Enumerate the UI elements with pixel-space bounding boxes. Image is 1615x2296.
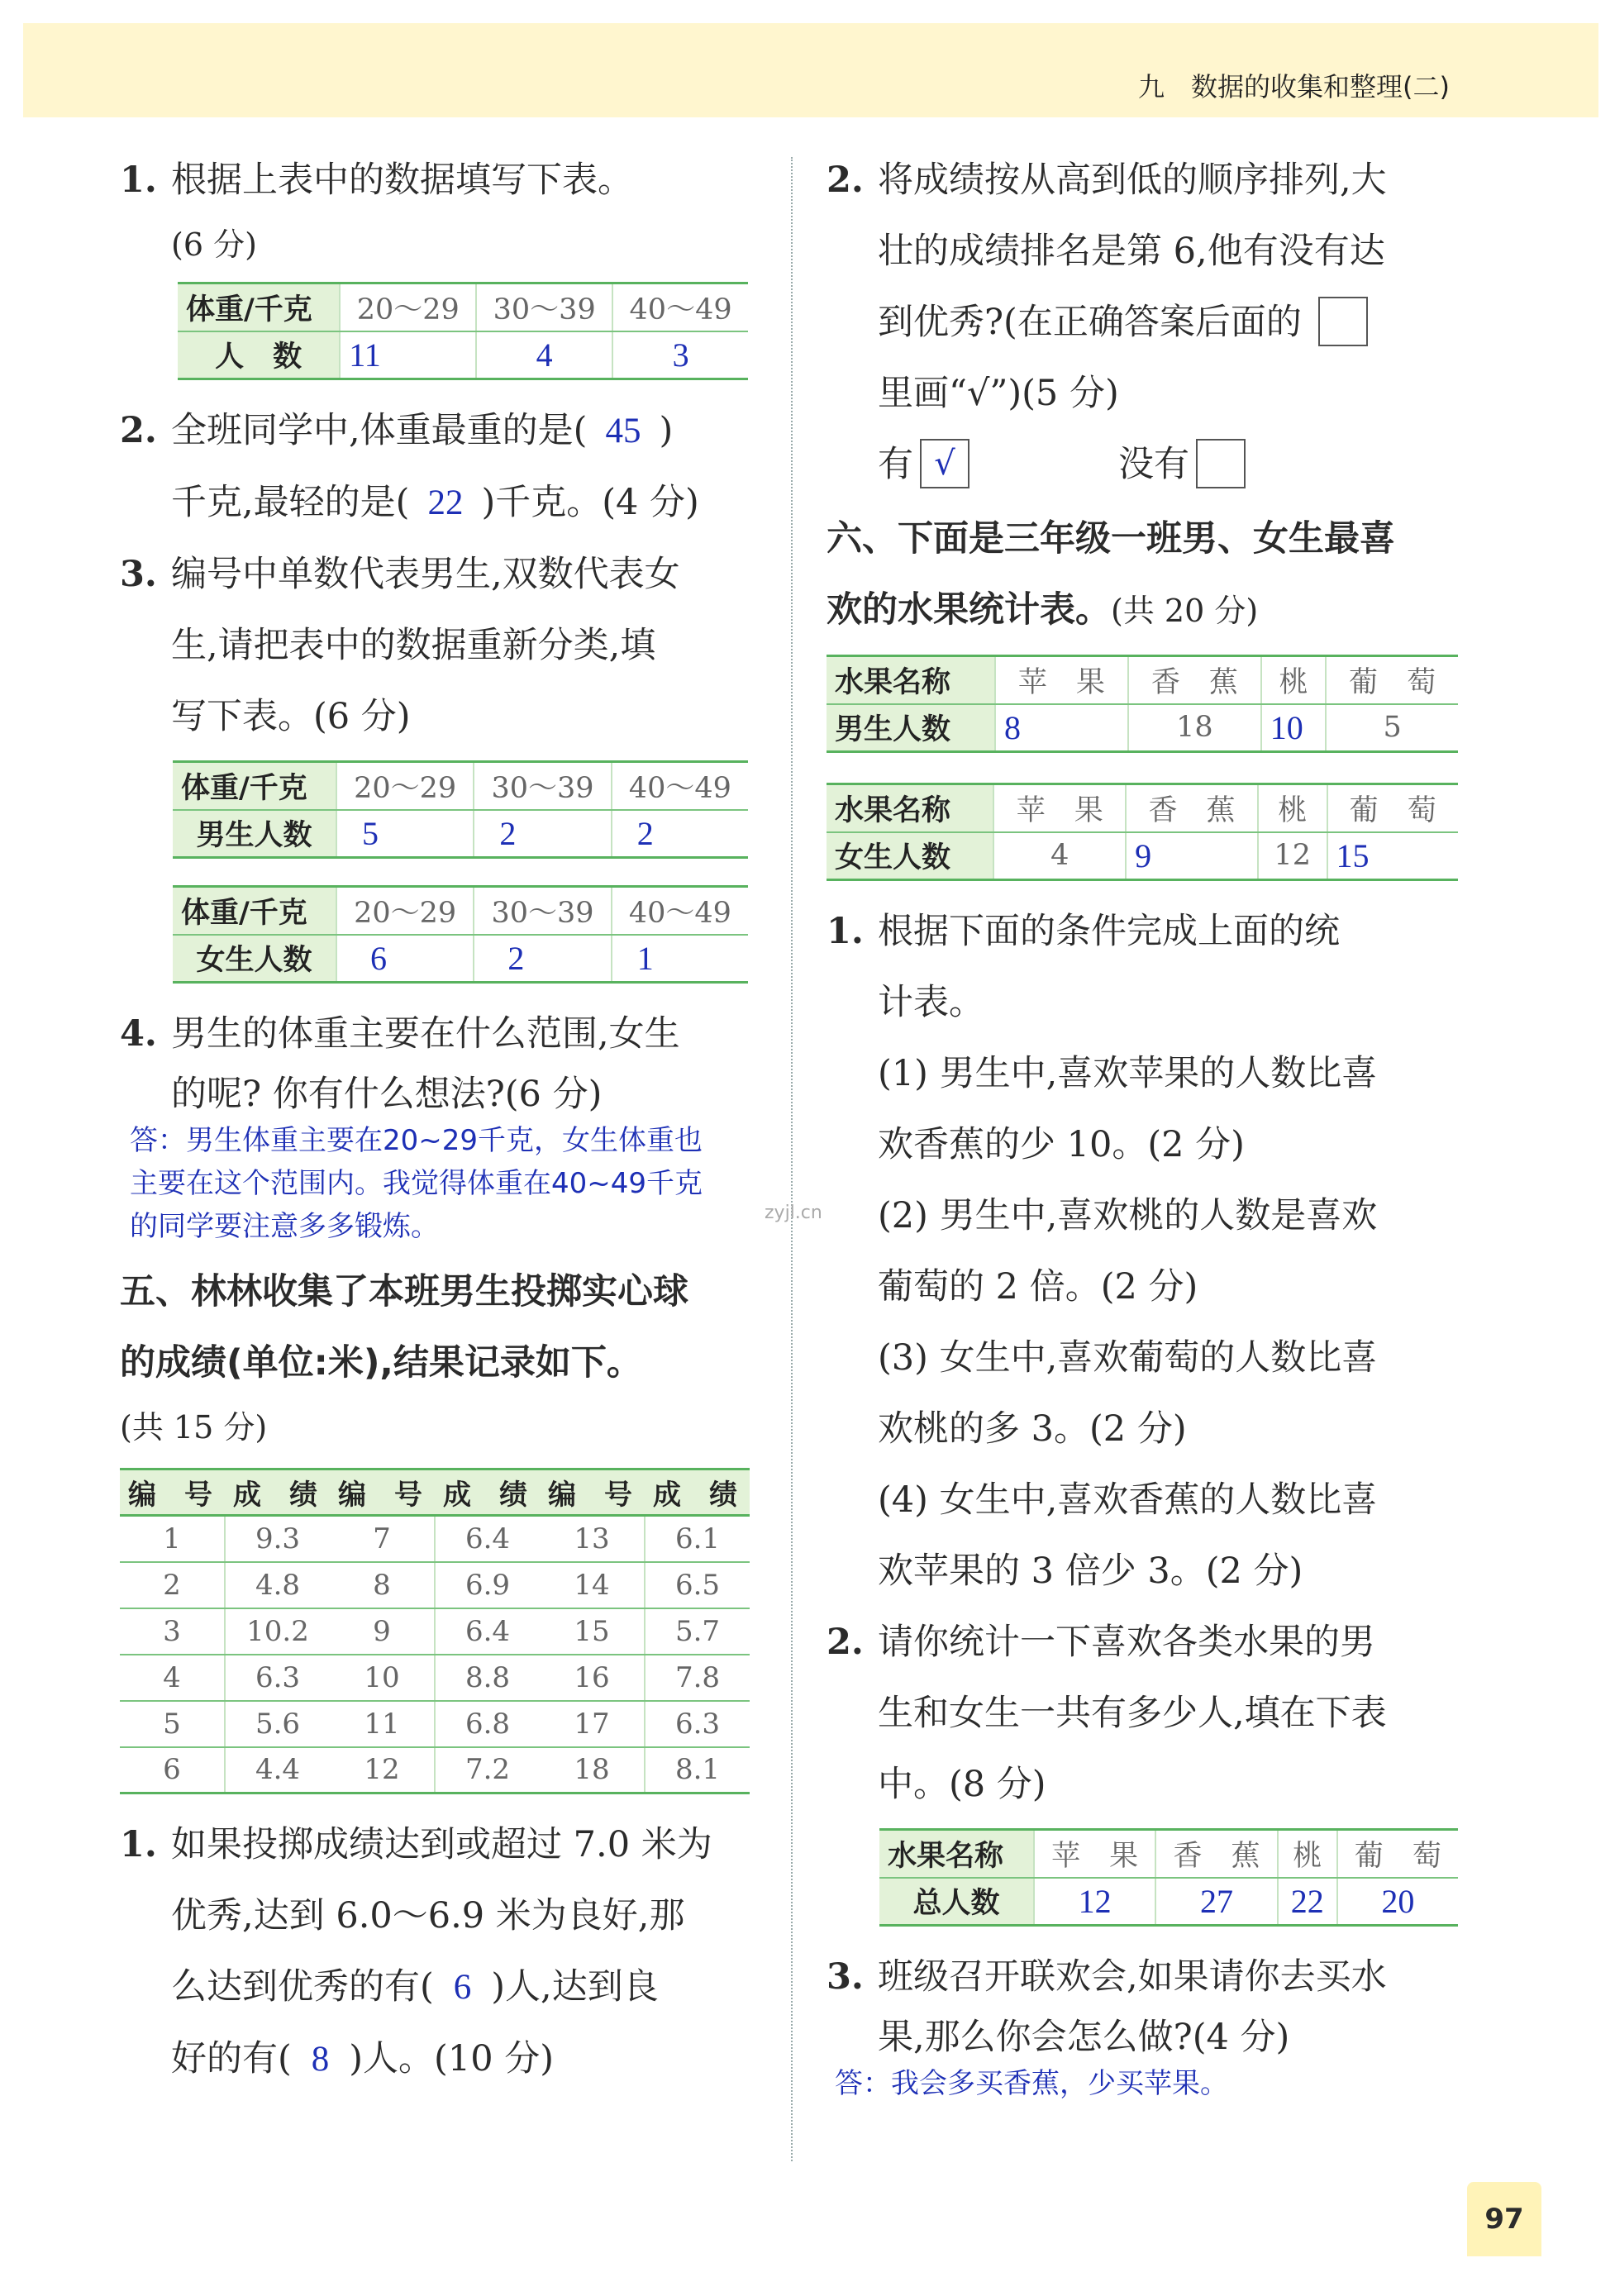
- score-cell: 6.8: [435, 1701, 540, 1747]
- answer-cell: 12: [1034, 1878, 1155, 1926]
- answer-cell: 3: [612, 331, 748, 379]
- answer-cell: 27: [1155, 1878, 1277, 1926]
- question-4-range: [120, 998, 756, 1119]
- answer-lightest: 22: [427, 483, 464, 522]
- id-cell: 12: [330, 1747, 435, 1793]
- table-row: [120, 1608, 750, 1655]
- answer-heaviest: 45: [605, 412, 641, 450]
- question-text: 写下表。(6 分): [171, 696, 411, 737]
- table-header: 成 绩: [435, 1470, 540, 1516]
- table-header: 30～39: [474, 762, 611, 810]
- id-cell: 8: [330, 1562, 435, 1608]
- table-header: 成 绩: [645, 1470, 750, 1516]
- id-cell: 7: [330, 1516, 435, 1562]
- fruit-table-total: 水果名称 苹 果 香 蕉 桃 葡 萄 总人数 12 27 22 20: [879, 1828, 1458, 1927]
- question-2-ranking: 2. 将成绩按从高到低的顺序排列,大 壮的成绩排名是第 6,他有没有达 到优秀?(在正确答案后面的 里画“√”)(5 分) 有 √ 没有: [827, 145, 1463, 500]
- table-header: 20～29: [336, 762, 474, 810]
- table-header: 体重/千克: [173, 887, 336, 935]
- option-yes: 有: [878, 444, 913, 485]
- answer-good: 8: [311, 2040, 330, 2079]
- id-cell: 11: [330, 1701, 435, 1747]
- score-cell: 6.9: [435, 1562, 540, 1608]
- table-header: 30～39: [476, 283, 612, 331]
- id-cell: 2: [120, 1562, 225, 1608]
- question-2-heaviest: [120, 395, 756, 539]
- score-cell: 5.7: [645, 1608, 750, 1655]
- section-6-title: 六、下面是三年级一班男、女生最喜 欢的水果统计表。(共 20 分): [827, 518, 1395, 631]
- question-text: )千克。(4 分): [481, 482, 699, 523]
- table-header: 成 绩: [225, 1470, 330, 1516]
- table-row: [120, 1562, 750, 1608]
- id-cell: 6: [120, 1747, 225, 1793]
- table-header: 体重/千克: [178, 283, 340, 331]
- answer-cell: 4: [476, 331, 612, 379]
- question-1-fill-table: [120, 145, 756, 274]
- id-cell: 17: [540, 1701, 645, 1747]
- id-cell: 1: [120, 1516, 225, 1562]
- question-number: 1.: [120, 1824, 157, 1865]
- weight-table-all: [178, 282, 748, 380]
- question-2-total: 2. 请你统计一下喜欢各类水果的男 生和女生一共有多少人,填在下表 中。(8 分): [827, 1607, 1463, 1820]
- table-row: [120, 1747, 750, 1793]
- id-cell: 13: [540, 1516, 645, 1562]
- score-cell: 4.4: [225, 1747, 330, 1793]
- checkbox-blank[interactable]: [1318, 297, 1368, 346]
- score-cell: 5.6: [225, 1701, 330, 1747]
- answer-cell: 15: [1327, 832, 1458, 880]
- row-label: 男生人数: [173, 810, 336, 858]
- id-cell: 10: [330, 1655, 435, 1701]
- fruit-table-girls: 水果名称 苹 果 香 蕉 桃 葡 萄 女生人数 4 9 12 15: [827, 783, 1458, 881]
- answer-cell: 2: [612, 810, 748, 858]
- chapter-title: 九 数据的收集和整理(二): [1138, 71, 1450, 102]
- question-text: 如果投掷成绩达到或超过 7.0 米为: [171, 1824, 712, 1865]
- score-cell: 7.8: [645, 1655, 750, 1701]
- section-5-title: 五、林林收集了本班男生投掷实心球 的成绩(单位:米),结果记录如下。: [120, 1271, 688, 1384]
- id-cell: 15: [540, 1608, 645, 1655]
- question-text: 男生的体重主要在什么范围,女生: [171, 1013, 680, 1055]
- score-cell: 4.8: [225, 1562, 330, 1608]
- question-score: (6 分): [171, 226, 257, 263]
- score-cell: 6.1: [645, 1516, 750, 1562]
- id-cell: 16: [540, 1655, 645, 1701]
- option-no: 没有: [1118, 444, 1189, 485]
- question-number: 2.: [120, 410, 157, 451]
- checkbox-no[interactable]: [1196, 439, 1246, 488]
- id-cell: 9: [330, 1608, 435, 1655]
- left-column: [120, 145, 756, 2095]
- score-cell: 6.4: [435, 1608, 540, 1655]
- question-text: 的呢? 你有什么想法?(6 分): [171, 1074, 603, 1115]
- question-text: ): [659, 410, 674, 451]
- score-cell: 7.2: [435, 1747, 540, 1793]
- score-cell: 10.2: [225, 1608, 330, 1655]
- score-cell: 6.5: [645, 1562, 750, 1608]
- id-cell: 18: [540, 1747, 645, 1793]
- question-text: 千克,最轻的是(: [171, 482, 410, 523]
- table-header: 20～29: [340, 283, 476, 331]
- question-text: 生,请把表中的数据重新分类,填: [171, 625, 656, 666]
- answer-cell: 6: [336, 935, 474, 983]
- table-header: 40～49: [612, 283, 748, 331]
- question-number: 2.: [827, 160, 864, 201]
- id-cell: 4: [120, 1655, 225, 1701]
- question-text: 编号中单数代表男生,双数代表女: [171, 554, 680, 595]
- question-3-party: 3. 班级召开联欢会,如果请你去买水 果,那么你会怎么做?(4 分): [827, 1941, 1463, 2062]
- table-row: [120, 1701, 750, 1747]
- question-text: 根据上表中的数据填写下表。: [171, 160, 633, 201]
- section-5-score: (共 15 分): [120, 1409, 268, 1446]
- watermark: zyjl.cn: [765, 1203, 822, 1223]
- question-number: 4.: [120, 1013, 157, 1055]
- score-cell: 9.3: [225, 1516, 330, 1562]
- answer-cell: 11: [340, 331, 476, 379]
- checkbox-yes[interactable]: √: [920, 439, 969, 488]
- question-number: 1.: [827, 911, 864, 952]
- row-label: 人 数: [178, 331, 340, 379]
- table-header: 40～49: [612, 762, 748, 810]
- answer-cell: 1: [612, 935, 748, 983]
- answer-4: 答：男生体重主要在20~29千克，女生体重也 主要在这个范围内。我觉得体重在40~49千克 的同学要注意多多锻炼。: [130, 1124, 703, 1243]
- id-cell: 3: [120, 1608, 225, 1655]
- id-cell: 14: [540, 1562, 645, 1608]
- answer-cell: 5: [336, 810, 474, 858]
- answer-cell: 20: [1337, 1878, 1458, 1926]
- fruit-table-boys: 水果名称 苹 果 香 蕉 桃 葡 萄 男生人数 8 18 10 5: [827, 655, 1458, 753]
- throw-results-table: [120, 1468, 750, 1794]
- table-header: 30～39: [474, 887, 611, 935]
- question-number: 3.: [120, 554, 157, 595]
- table-header: 40～49: [612, 887, 748, 935]
- answer-cell: 2: [474, 935, 611, 983]
- answer-cell: 8: [995, 704, 1128, 752]
- question-number: 2.: [827, 1622, 864, 1663]
- column-divider: [791, 157, 793, 2161]
- page-number: 97: [1467, 2182, 1541, 2256]
- answer-excellent: 6: [453, 1968, 472, 2007]
- table-header: 编 号: [540, 1470, 645, 1516]
- score-cell: 6.3: [645, 1701, 750, 1747]
- weight-table-girls: [173, 885, 748, 984]
- answer-cell: 2: [474, 810, 611, 858]
- score-cell: 6.4: [435, 1516, 540, 1562]
- question-text: 优秀,达到 6.0～6.9 米为良好,那: [171, 1895, 685, 1936]
- right-column: [827, 145, 1463, 2105]
- id-cell: 5: [120, 1701, 225, 1747]
- score-cell: 8.1: [645, 1747, 750, 1793]
- answer-cell: 9: [1126, 832, 1258, 880]
- row-label: 女生人数: [173, 935, 336, 983]
- question-number: 1.: [120, 160, 157, 201]
- score-cell: 8.8: [435, 1655, 540, 1701]
- table-header: 20～29: [336, 887, 474, 935]
- answer-3: 答：我会多买香蕉，少买苹果。: [835, 2067, 1228, 2100]
- answer-cell: 10: [1261, 704, 1327, 752]
- question-text: 全班同学中,体重最重的是(: [171, 410, 588, 451]
- score-cell: 6.3: [225, 1655, 330, 1701]
- answer-cell: 22: [1278, 1878, 1337, 1926]
- question-3-classify: [120, 539, 756, 752]
- table-header: 编 号: [120, 1470, 225, 1516]
- table-header: 编 号: [330, 1470, 435, 1516]
- question-number: 3.: [827, 1956, 864, 1998]
- question-1-conditions: 1. 根据下面的条件完成上面的统 计表。 (1) 男生中,喜欢苹果的人数比喜 欢香蕉的少 10。(2 分) (2) 男生中,喜欢桃的人数是喜欢 葡萄的 2 倍。(2 分) (3) 女生中,喜欢葡萄的人数比喜 欢桃的多 3。(2 分) (4) 女生中,喜欢香蕉的人数比喜 欢苹果的 3 倍少 3。(2 分): [827, 896, 1463, 1607]
- question-5-excellent: 1. 如果投掷成绩达到或超过 7.0 米为 优秀,达到 6.0～6.9 米为良好,那 么达到优秀的有( 6 )人,达到良 好的有( 8 )人。(10 分): [120, 1809, 756, 2095]
- weight-table-boys: [173, 760, 748, 859]
- table-header: 体重/千克: [173, 762, 336, 810]
- table-row: [120, 1516, 750, 1562]
- table-row: [120, 1655, 750, 1701]
